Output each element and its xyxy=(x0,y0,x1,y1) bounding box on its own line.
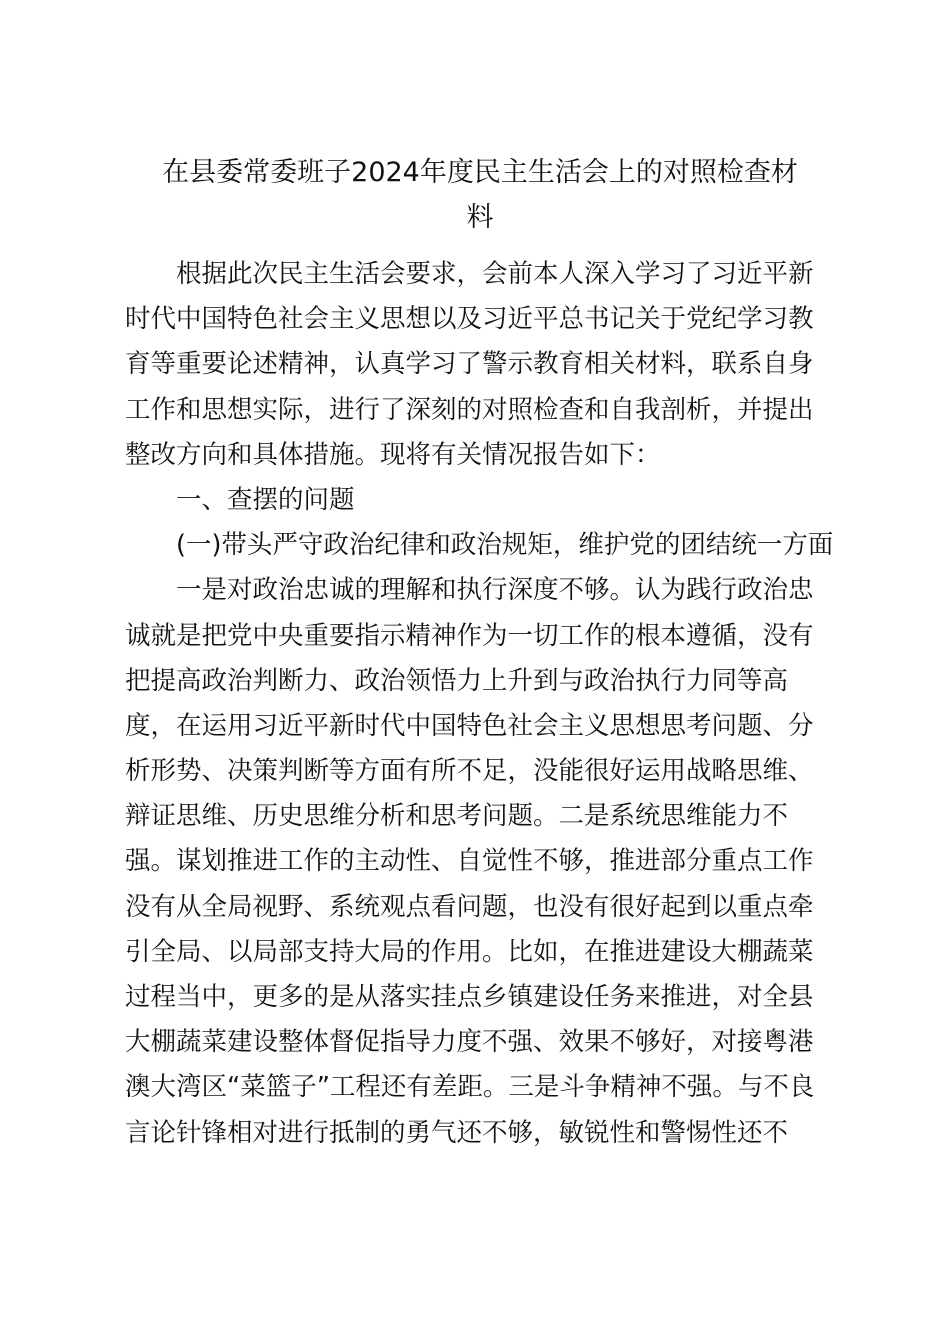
subsection-heading: (一)带头严守政治纪律和政治规矩，维护党的团结统一方面 xyxy=(176,530,834,561)
paragraph-line: 度，在运用习近平新时代中国特色社会主义思想思考问题、分 xyxy=(125,710,814,741)
paragraph-line: 育等重要论述精神，认真学习了警示教育相关材料，联系自身 xyxy=(125,349,814,380)
paragraph-line: 一是对政治忠诚的理解和执行深度不够。认为践行政治忠 xyxy=(176,575,814,606)
paragraph-line: 引全局、以局部支持大局的作用。比如，在推进建设大棚蔬菜 xyxy=(125,936,814,967)
paragraph-line: 诚就是把党中央重要指示精神作为一切工作的根本遵循，没有 xyxy=(125,620,814,651)
section-heading: 一、查摆的问题 xyxy=(176,484,355,515)
paragraph-line: 澳大湾区“菜篮子”工程还有差距。三是斗争精神不强。与不良 xyxy=(125,1072,815,1103)
paragraph-line: 言论针锋相对进行抵制的勇气还不够，敏锐性和警惕性还不 xyxy=(125,1117,789,1148)
paragraph-line: 过程当中，更多的是从落实挂点乡镇建设任务来推进，对全县 xyxy=(125,982,814,1012)
paragraph-line: 根据此次民主生活会要求，会前本人深入学习了习近平新 xyxy=(176,259,814,289)
paragraph-line: 没有从全局视野、系统观点看问题，也没有很好起到以重点牵 xyxy=(125,891,814,922)
paragraph-line: 强。谋划推进工作的主动性、自觉性不够，推进部分重点工作 xyxy=(125,846,814,877)
paragraph-line: 工作和思想实际，进行了深刻的对照检查和自我剖析，并提出 xyxy=(125,394,814,425)
title-line-2: 料 xyxy=(466,202,494,233)
paragraph-line: 大棚蔬菜建设整体督促指导力度不强、效果不够好，对接粤港 xyxy=(125,1027,814,1058)
paragraph-line: 把提高政治判断力、政治领悟力上升到与政治执行力同等高 xyxy=(125,665,789,696)
title-line-1: 在县委常委班子2024年度民主生活会上的对照检查材 xyxy=(162,157,798,188)
paragraph-line: 辩证思维、历史思维分析和思考问题。二是系统思维能力不 xyxy=(125,801,789,832)
paragraph-line: 整改方向和具体措施。现将有关情况报告如下： xyxy=(125,439,661,470)
document-title xyxy=(125,150,835,240)
paragraph-line: 析形势、决策判断等方面有所不足，没能很好运用战略思维、 xyxy=(125,756,814,787)
document-body xyxy=(125,252,834,1156)
paragraph-line: 时代中国特色社会主义思想以及习近平总书记关于党纪学习教 xyxy=(125,304,814,335)
